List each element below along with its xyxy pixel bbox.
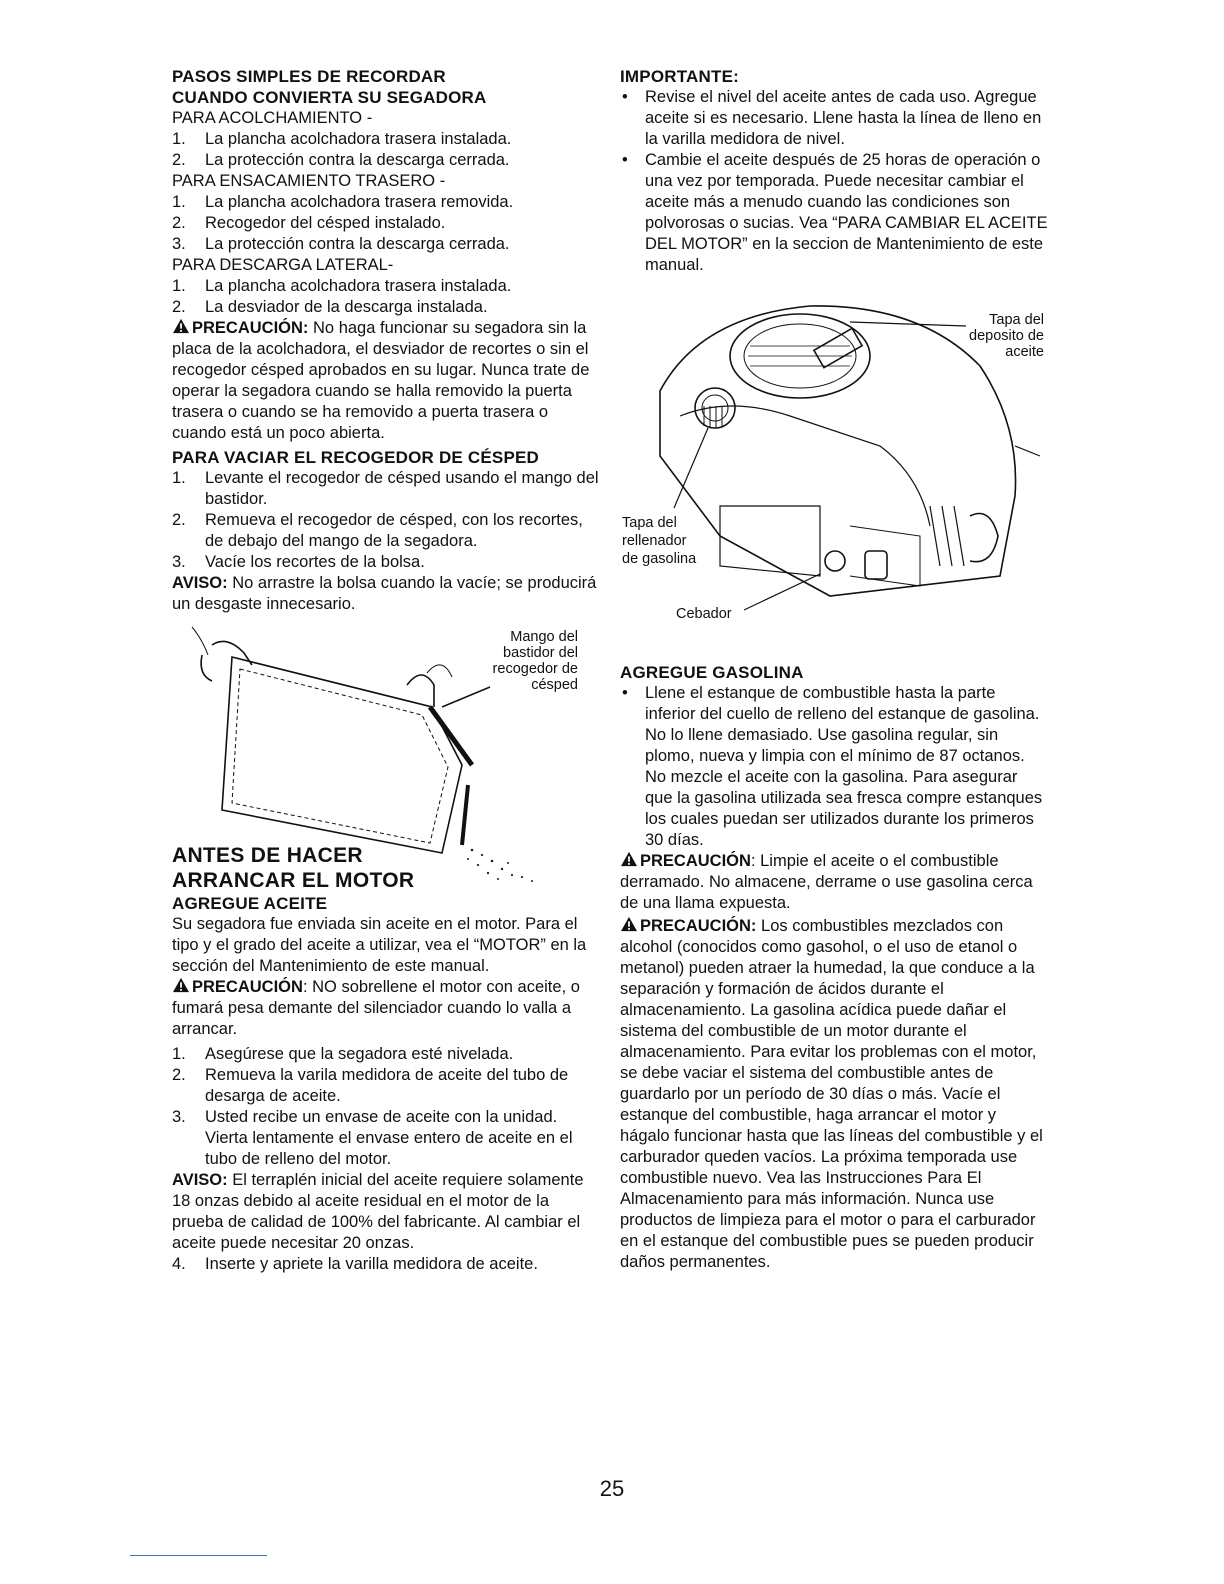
section-title: PARA VACIAR EL RECOGEDOR DE CÉSPED <box>172 448 539 467</box>
warning-icon <box>172 318 190 334</box>
list-item: 2. La desviador de la descarga instalada. <box>172 298 488 316</box>
list-item: 4. Inserte y apriete la varilla medidora de aceite. <box>172 1255 538 1273</box>
list-item: 1. La plancha acolchadora trasera instalada. <box>172 277 512 295</box>
empty-list <box>172 468 600 573</box>
list-item: 2. Recogedor del césped instalado. <box>172 214 446 232</box>
side-list <box>172 276 600 318</box>
list-item: • Cambie el aceite después de 25 horas de operación o una vez por temporada. Puede necesitar cambiar el aceite más a menudo cuando las condiciones son polvorosas o sucias. Vea “PARA CAMBIAR EL ACEITE DEL MOTOR” en la seccion de Mantenimiento de este manual. <box>622 151 1048 274</box>
figure-label: Tapa del deposito de aceite <box>969 312 1044 360</box>
list-item: 1. Asegúrese que la segadora esté nivelada. <box>172 1045 514 1063</box>
list-item: 3. Usted recibe un envase de aceite con la unidad. Vierta lentamente el envase entero de aceite en el tubo de relleno del motor. <box>172 1108 573 1168</box>
list-item: 2. Remueva el recogedor de césped, con los recortes, de debajo del mango de la segadora. <box>172 511 583 550</box>
subheading: PARA DESCARGA LATERAL- <box>172 256 394 274</box>
section-title: IMPORTANTE: <box>620 67 739 86</box>
list-item: 1. Levante el recogedor de césped usando el mango del bastidor. <box>172 469 599 508</box>
important-list <box>620 87 1048 276</box>
footer-divider <box>130 1555 267 1556</box>
section-title: ARRANCAR EL MOTOR <box>172 869 415 892</box>
mulch-list <box>172 129 600 171</box>
bag-list <box>172 192 600 255</box>
subheading: AGREGUE ACEITE <box>172 894 328 913</box>
notice-paragraph: AVISO: No arrastre la bolsa cuando la vacíe; se producirá un desgaste innecesario. <box>172 574 597 613</box>
oil-list <box>172 1044 600 1170</box>
list-item: 3. Vacíe los recortes de la bolsa. <box>172 553 425 571</box>
list-item: • Revise el nivel del aceite antes de cada uso. Agregue aceite si es necesario. Llene hasta la línea de lleno en la varilla medidora de nivel. <box>622 88 1042 148</box>
list-item: 2. Remueva la varila medidora de aceite del tubo de desarga de aceite. <box>172 1066 569 1105</box>
notice-paragraph: AVISO: El terraplén inicial del aceite requiere solamente 18 onzas debido al aceite residual en el motor de la prueba de calidad de 100% del fabricante. Al cambiar el aceite puede necesitar 20 onzas. <box>172 1171 584 1252</box>
left-column <box>172 66 600 1275</box>
list-item: 2. La protección contra la descarga cerrada. <box>172 151 510 169</box>
list-item: • Llene el estanque de combustible hasta la parte inferior del cuello de relleno del estanque de gasolina. No lo llene demasiado. Use gasolina regular, sin plomo, nueva y limpia con el mínimo de 87 octanos. No mezcle el aceite con la gasolina. Para asegurar que la gasolina utilizada sea fresca compre estanques los cuales puedan ser utilizados durante los primeros 30 días. <box>622 684 1043 849</box>
figure-label: Tapa del rellenador de gasolina <box>622 515 697 567</box>
body-paragraph: Su segadora fue enviada sin aceite en el motor. Para el tipo y el grado del aceite a utilizar, vea el “MOTOR” en la sección del Mantenimiento de este manual. <box>172 915 587 975</box>
section-title: AGREGUE GASOLINA <box>620 663 804 682</box>
section-title: ANTES DE HACER <box>172 844 363 867</box>
figure-label: Mango del bastidor del recogedor de césped <box>492 629 578 693</box>
list-item: 3. La protección contra la descarga cerrada. <box>172 235 510 253</box>
figure-label: Cebador <box>676 606 732 622</box>
section-title: CUANDO CONVIERTA SU SEGADORA <box>172 88 487 107</box>
subheading: PARA ENSACAMIENTO TRASERO - <box>172 172 446 190</box>
section-title: PASOS SIMPLES DE RECORDAR <box>172 67 446 86</box>
caution-paragraph: PRECAUCIÓN: Limpie el aceite o el combustible derramado. No almacene, derrame o use gasolina cerca de una llama expuesta. <box>620 852 1033 912</box>
page-number: 25 <box>599 1476 625 1501</box>
grass-catcher-figure <box>172 615 600 883</box>
list-item: 1. La plancha acolchadora trasera instalada. <box>172 130 512 148</box>
caution-paragraph: PRECAUCIÓN: NO sobrellene el motor con aceite, o fumará pesa demante del silenciador cuando lo valla a arrancar. <box>172 978 580 1038</box>
subheading: PARA ACOLCHAMIENTO - <box>172 109 373 127</box>
caution-paragraph: PRECAUCIÓN: No haga funcionar su segadora sin la placa de la acolchadora, el desviador de recortes o sin el recogedor césped aprobados en su lugar. Nunca trate de operar la segadora cuando se halla removido la puerta trasera o cuando se ha removido a puerta trasera o cuando está un poco abierta. <box>172 319 590 442</box>
list-item: 1. La plancha acolchadora trasera removida. <box>172 193 514 211</box>
right-column <box>620 66 1048 1273</box>
oil-list-continued <box>172 1254 600 1275</box>
warning-icon <box>172 977 190 993</box>
engine-figure <box>620 276 1048 666</box>
gas-list <box>620 683 1048 851</box>
caution-paragraph: PRECAUCIÓN: Los combustibles mezclados con alcohol (conocidos como gasohol, o el uso de etanol o metanol) pueden atraer la humedad, la que conduce a la separación y formación de ácidos durante el almacenamiento. La gasolina acídica puede dañar el sistema del combustible de un motor durante el almacenamiento. Para evitar los problemas con el motor, se debe vaciar el sistema del combustible antes de guardarlo por un período de 30 días o más. Vacíe el estanque del combustible, haga arrancar el motor y hágalo funcionar hasta que las líneas del combustible y el carburador queden vacíos. La próxima temporada use combustible nuevo. Vea las Instrucciones Para El Almacenamiento para más información. Nunca use productos de limpieza para el motor o para el carburador en el estanque del combustible pues se pueden producir daños permanentes. <box>620 917 1043 1271</box>
warning-icon <box>620 851 638 867</box>
warning-icon <box>620 916 638 932</box>
